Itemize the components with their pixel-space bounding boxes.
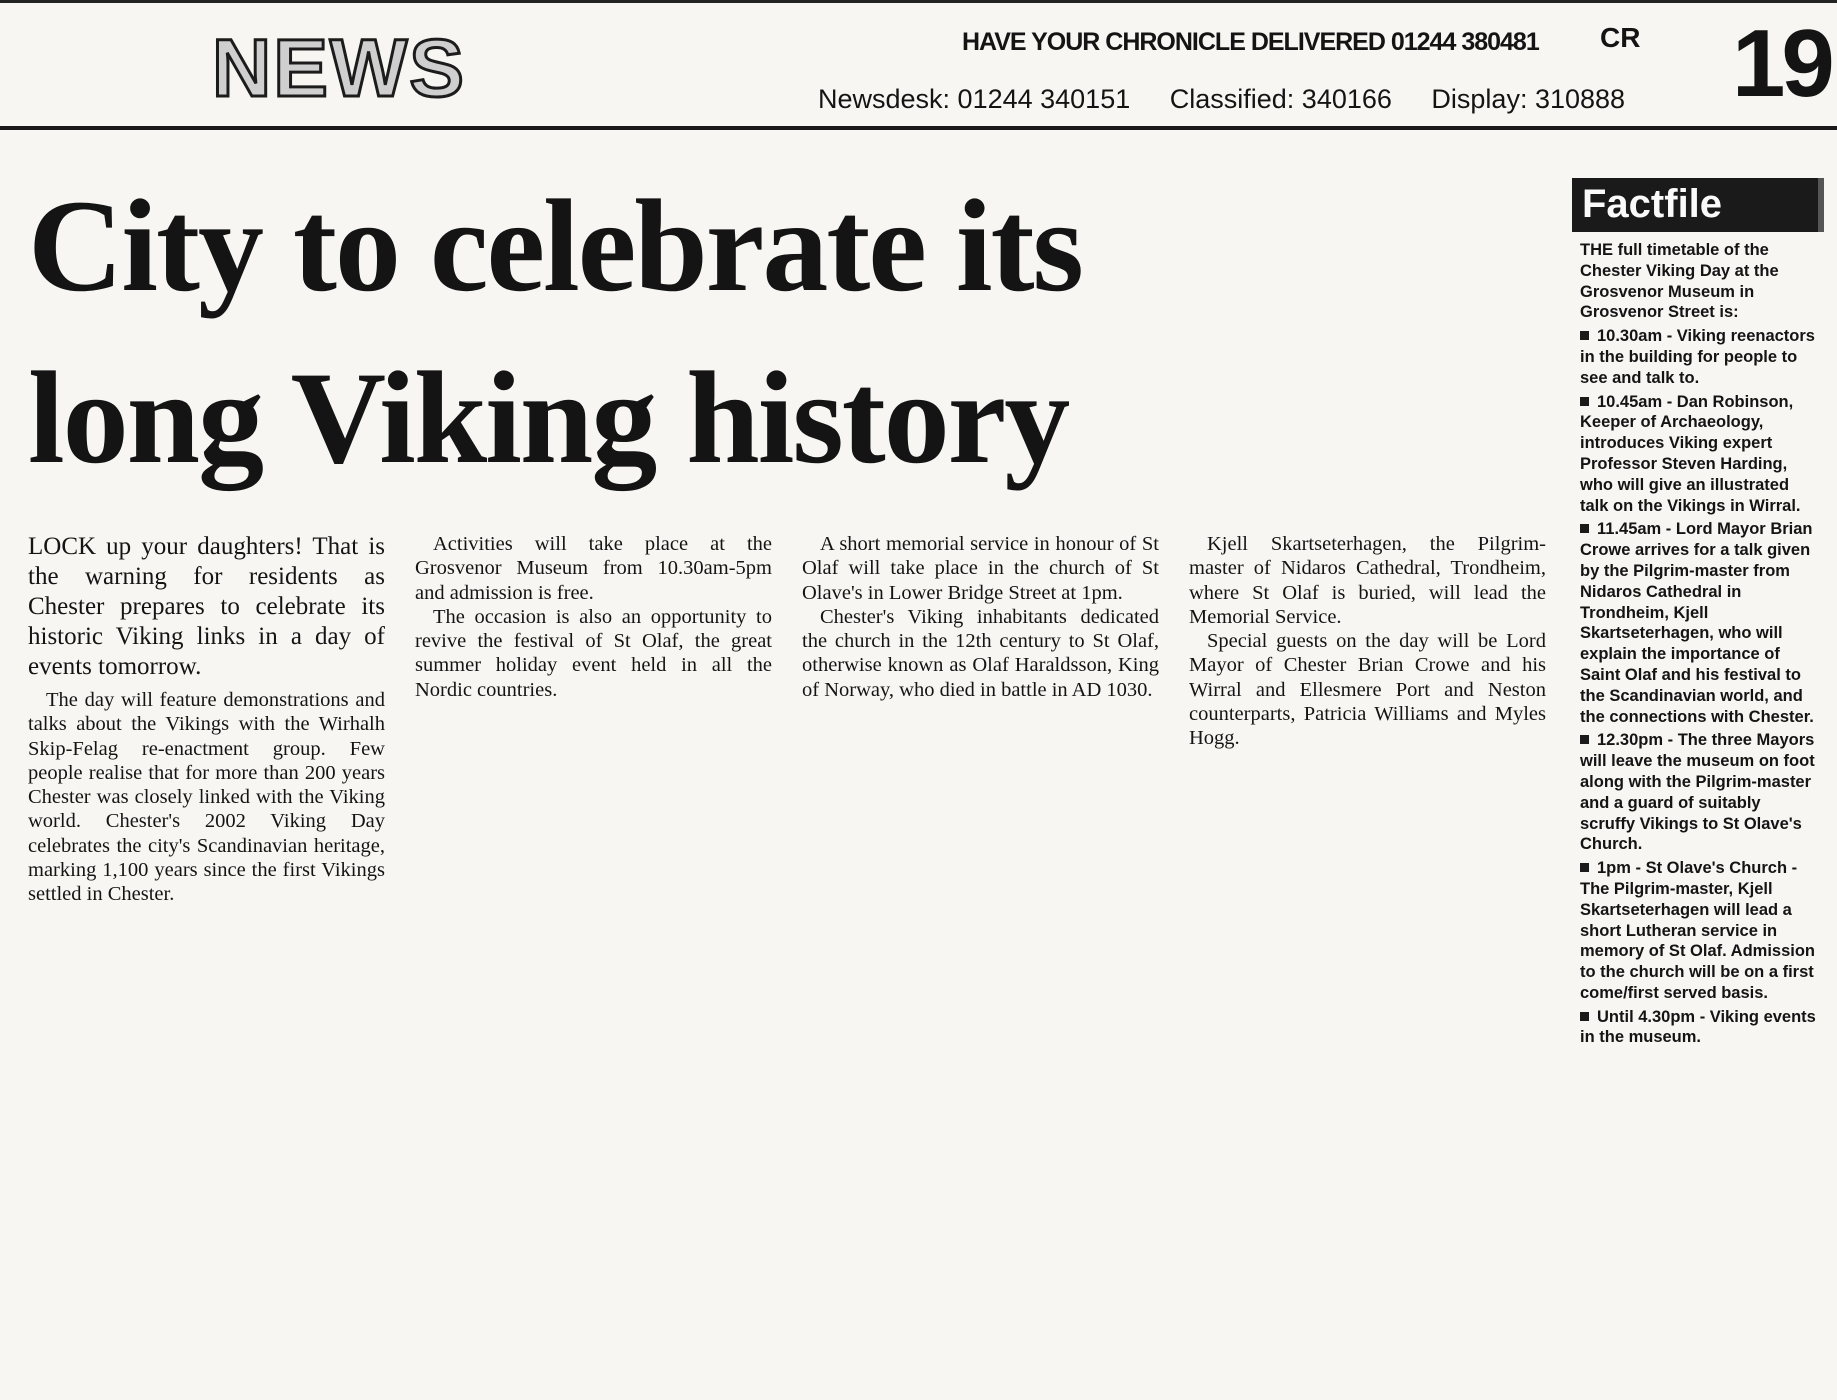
factfile-title: Factfile	[1572, 178, 1824, 232]
newsdesk-number: Newsdesk: 01244 340151	[818, 84, 1131, 114]
factfile-item	[1572, 326, 1820, 388]
article-paragraph: LOCK up your daughters! That is the warning for residents as Chester prepares to celebrate its historic Viking links in a day of events tomorrow.	[28, 533, 385, 680]
factfile-intro: THE full timetable of the Chester Viking Day at the Grosvenor Museum in Grosvenor Street is:	[1580, 241, 1779, 322]
article-paragraph: The occasion is also an opportunity to revive the festival of St Olaf, the great summer holiday event held in all the Nordic countries.	[415, 605, 772, 701]
article-column-1	[28, 532, 385, 907]
header-rule	[0, 126, 1837, 130]
factfile-item	[1572, 1007, 1820, 1049]
article-column-2	[415, 532, 772, 907]
factfile-item-text: 10.45am - Dan Robinson, Keeper of Archaeology, introduces Viking expert Professor Steven Harding, who will give an illustrated talk on the Vikings in Wirral.	[1580, 392, 1801, 515]
square-bullet-icon	[1580, 331, 1589, 340]
section-label: NEWS	[212, 23, 466, 114]
headline	[28, 160, 1548, 504]
article-paragraph: Special guests on the day will be Lord Mayor of Chester Brian Crowe and his Wirral and Ellesmere Port and Neston counterparts, Patricia Williams and Myles Hogg.	[1189, 630, 1546, 750]
factfile-item	[1572, 730, 1820, 855]
top-rule	[0, 0, 1837, 3]
article-paragraph: Kjell Skartseterhagen, the Pilgrim-master of Nidaros Cathedral, Trondheim, where St Olaf is buried, will lead the Memorial Service.	[1189, 533, 1546, 628]
display-number: Display: 310888	[1431, 84, 1626, 114]
page-header	[0, 0, 1837, 135]
article-column-3	[802, 532, 1159, 907]
factfile-item-text: Until 4.30pm - Viking events in the museum.	[1580, 1007, 1816, 1047]
headline-line-2: long Viking history	[28, 344, 1069, 491]
article-column-4	[1189, 532, 1546, 907]
factfile-item	[1572, 858, 1820, 1004]
page-number: 19	[1732, 10, 1831, 117]
factfile-sidebar	[1572, 178, 1820, 1051]
article-body	[28, 532, 1576, 907]
factfile-item-text: 10.30am - Viking reenactors in the building for people to see and talk to.	[1580, 327, 1815, 387]
factfile-item-text: 1pm - St Olave's Church - The Pilgrim-master, Kjell Skartseterhagen will lead a short Lutheran service in memory of St Olaf. Admission to the church will be on a first come/first served basis.	[1580, 859, 1816, 1002]
square-bullet-icon	[1580, 863, 1589, 872]
factfile-item	[1572, 392, 1820, 517]
factfile-item-text: 11.45am - Lord Mayor Brian Crowe arrives for a talk given by the Pilgrim-master from Nidaros Cathedral in Trondheim, Kjell Skartseterhagen, who will explain the importance of Saint Olaf and his festival to the Scandinavian world, and the connections with Chester.	[1580, 520, 1814, 726]
classified-number: Classified: 340166	[1169, 84, 1392, 114]
factfile-item-text: 12.30pm - The three Mayors will leave the museum on foot along with the Pilgrim-master and a guard of suitably scruffy Vikings to St Olave's Church.	[1580, 731, 1815, 854]
square-bullet-icon	[1580, 524, 1589, 533]
square-bullet-icon	[1580, 735, 1589, 744]
article-paragraph: The day will feature demonstrations and talks about the Vikings with the Wirhalh Skip-Felag re-enactment group. Few people realise that for more than 200 years Chester was closely linked with the Viking world. Chester's 2002 Viking Day celebrates the city's Scandinavian heritage, marking 1,100 years since the first Vikings settled in Chester.	[28, 689, 385, 906]
edition-code: CR	[1600, 22, 1641, 53]
article-paragraph: Activities will take place at the Grosvenor Museum from 10.30am-5pm and admission is free.	[415, 533, 772, 604]
square-bullet-icon	[1580, 397, 1589, 406]
headline-line-1: City to celebrate its	[28, 172, 1082, 319]
article-paragraph: A short memorial service in honour of St Olaf will take place in the church of St Olave's in Lower Bridge Street at 1pm.	[802, 533, 1159, 604]
contact-numbers	[818, 86, 1657, 113]
article-paragraph: Chester's Viking inhabitants dedicated the church in the 12th century to St Olaf, otherwise known as Olaf Haraldsson, King of Norway, who died in battle in AD 1030.	[802, 605, 1159, 701]
delivery-line: HAVE YOUR CHRONICLE DELIVERED 01244 380481	[962, 28, 1539, 56]
square-bullet-icon	[1580, 1012, 1589, 1021]
factfile-item	[1572, 519, 1820, 727]
